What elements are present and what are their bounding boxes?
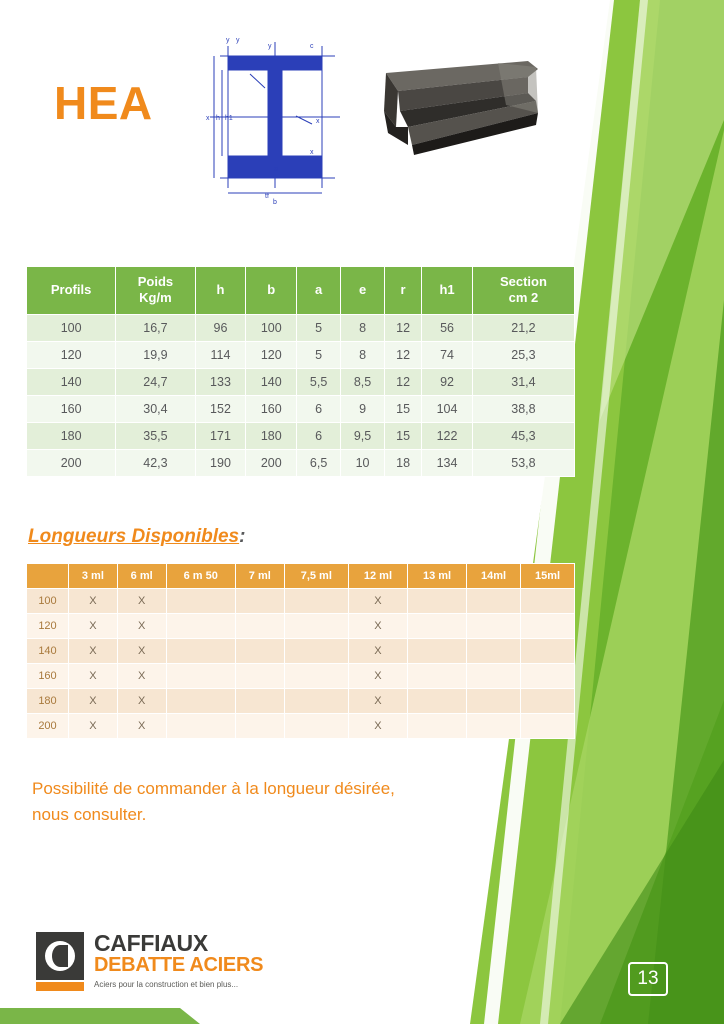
cell-a: 5 [297,314,341,341]
logo-name-line1: CAFFIAUX [94,930,208,956]
col-b-l1: b [267,282,276,298]
len-cell [235,589,284,614]
beam-photo [378,55,543,167]
order-note-line2: nous consulter. [32,805,147,825]
profile-cross-section-diagram [190,28,360,208]
len-cell-profil: 100 [27,589,69,614]
col-profils-l1: Profils [50,282,92,298]
len-cell: X [69,714,118,739]
len-cell [284,664,348,689]
len-cell [521,714,575,739]
cell-b: 160 [246,395,297,422]
cell-e: 8,5 [341,368,385,395]
len-col-3ml: 3 ml [69,564,118,589]
len-cell [521,639,575,664]
len-col-15ml: 15ml [521,564,575,589]
len-cell-profil: 180 [27,689,69,714]
len-cell: X [348,614,407,639]
svg-text:y: y [268,43,272,50]
cell-poids: 24,7 [116,368,195,395]
cell-poids: 16,7 [116,314,195,341]
len-cell [166,614,235,639]
len-cell: X [117,689,166,714]
svg-text:y: y [236,37,240,44]
len-cell: X [69,639,118,664]
len-cell [407,714,466,739]
len-cell-profil: 140 [27,639,69,664]
cell-profil: 120 [27,341,116,368]
cell-profil: 160 [27,395,116,422]
col-r-l1: r [400,282,406,298]
len-cell [467,589,521,614]
lengths-header-row [27,564,575,589]
len-cell: X [348,664,407,689]
cell-section: 21,2 [472,314,574,341]
cell-a: 6,5 [297,449,341,476]
logo-tagline: Aciers pour la construction et bien plus... [94,980,239,989]
len-cell [407,664,466,689]
cell-poids: 30,4 [116,395,195,422]
len-cell [235,714,284,739]
svg-text:h: h [216,115,220,122]
cell-section: 25,3 [472,341,574,368]
cell-b: 120 [246,341,297,368]
cell-e: 9 [341,395,385,422]
len-cell [284,714,348,739]
len-col-14ml: 14ml [467,564,521,589]
cell-h: 114 [195,341,246,368]
cell-b: 180 [246,422,297,449]
lengths-row [27,614,575,639]
len-cell [407,589,466,614]
cell-e: 8 [341,341,385,368]
col-poids-l2: Kg/m [139,290,172,306]
cell-r: 12 [385,314,422,341]
len-cell: X [117,614,166,639]
col-e [341,267,385,315]
len-cell [467,714,521,739]
len-col-blank [27,564,69,589]
len-cell [521,664,575,689]
col-section [472,267,574,315]
len-cell: X [117,589,166,614]
logo-name-line2: DEBATTE ACIERS [94,954,264,976]
col-section-l2: cm 2 [508,290,539,306]
lengths-heading-text: Longueurs Disponibles [28,526,240,547]
len-cell: X [348,639,407,664]
cell-b: 140 [246,368,297,395]
len-cell: X [117,664,166,689]
len-cell-profil: 160 [27,664,69,689]
cell-h1: 92 [422,368,473,395]
svg-text:x: x [206,115,210,122]
cell-profil: 180 [27,422,116,449]
len-col-7ml: 7 ml [235,564,284,589]
cell-profil: 100 [27,314,116,341]
svg-text:a: a [274,166,278,173]
lengths-row [27,589,575,614]
cell-h: 171 [195,422,246,449]
cell-a: 6 [297,422,341,449]
len-col-13ml: 13 ml [407,564,466,589]
cell-h1: 56 [422,314,473,341]
table-row [27,341,575,368]
cell-section: 53,8 [472,449,574,476]
cell-b: 100 [246,314,297,341]
len-cell [407,689,466,714]
len-cell: X [348,689,407,714]
svg-text:b: b [273,199,277,206]
lengths-row [27,664,575,689]
cell-r: 12 [385,368,422,395]
len-cell: X [348,714,407,739]
cell-section: 31,4 [472,368,574,395]
len-col-12ml: 12 ml [348,564,407,589]
len-col-75ml: 7,5 ml [284,564,348,589]
table-header-row [27,267,575,315]
col-h [195,267,246,315]
lengths-heading-colon: : [239,526,246,547]
len-cell [166,714,235,739]
cell-h1: 74 [422,341,473,368]
page-number-badge: 13 [628,962,668,996]
lengths-row [27,714,575,739]
cell-section: 38,8 [472,395,574,422]
col-a [297,267,341,315]
len-cell [467,614,521,639]
len-cell: X [348,589,407,614]
len-cell [521,589,575,614]
len-cell [467,664,521,689]
len-cell [235,639,284,664]
table-row [27,314,575,341]
lengths-row [27,689,575,714]
len-cell [284,614,348,639]
lengths-row [27,639,575,664]
cell-poids: 19,9 [116,341,195,368]
cell-h: 133 [195,368,246,395]
len-cell [467,689,521,714]
cell-h: 152 [195,395,246,422]
logo-disc-icon [45,941,75,971]
cell-h1: 104 [422,395,473,422]
len-cell [407,639,466,664]
col-b [246,267,297,315]
cell-r: 15 [385,395,422,422]
available-lengths-table [26,563,575,739]
cell-section: 45,3 [472,422,574,449]
cell-a: 5 [297,341,341,368]
svg-text:y: y [226,37,230,44]
len-cell [284,689,348,714]
len-cell: X [117,639,166,664]
cell-r: 15 [385,422,422,449]
page-title: HEA [54,77,153,129]
cell-profil: 140 [27,368,116,395]
len-cell: X [117,714,166,739]
cell-r: 12 [385,341,422,368]
logo-orange-bar [36,982,84,991]
col-profils [27,267,116,315]
cell-a: 5,5 [297,368,341,395]
len-cell-profil: 200 [27,714,69,739]
len-cell [407,614,466,639]
cell-h: 190 [195,449,246,476]
lengths-section-heading [28,526,245,548]
col-poids-l1: Poids [137,274,174,289]
len-cell [235,614,284,639]
profiles-table [26,266,575,477]
cell-e: 9,5 [341,422,385,449]
svg-text:x: x [316,118,320,125]
len-cell [284,589,348,614]
cell-e: 10 [341,449,385,476]
col-h1 [422,267,473,315]
len-col-6ml: 6 ml [117,564,166,589]
order-note [32,776,552,829]
len-cell [166,639,235,664]
cell-a: 6 [297,395,341,422]
logo-mark-icon [36,932,84,980]
company-logo [36,930,286,1002]
col-section-l1: Section [499,274,547,289]
len-cell [166,689,235,714]
len-cell: X [69,689,118,714]
len-cell: X [69,614,118,639]
col-poids [116,267,195,315]
len-cell [467,639,521,664]
cell-b: 200 [246,449,297,476]
len-cell [284,639,348,664]
len-col-6m50: 6 m 50 [166,564,235,589]
table-row [27,368,575,395]
svg-text:c: c [310,43,314,50]
cell-profil: 200 [27,449,116,476]
cell-h: 96 [195,314,246,341]
order-note-line1: Possibilité de commander à la longueur désirée, [32,779,395,798]
len-cell [521,689,575,714]
len-cell [521,614,575,639]
svg-text:x: x [310,149,314,156]
cell-r: 18 [385,449,422,476]
col-e-l1: e [358,282,367,298]
svg-text:h1: h1 [225,115,233,122]
len-cell [235,689,284,714]
table-row [27,449,575,476]
len-cell [166,664,235,689]
len-cell: X [69,664,118,689]
len-cell [166,589,235,614]
col-a-l1: a [314,282,323,298]
table-row [27,395,575,422]
cell-e: 8 [341,314,385,341]
col-h1-l1: h1 [439,282,455,298]
cell-h1: 122 [422,422,473,449]
table-row [27,422,575,449]
len-cell-profil: 120 [27,614,69,639]
len-cell [235,664,284,689]
svg-text:tf: tf [265,193,269,200]
cell-h1: 134 [422,449,473,476]
len-cell: X [69,589,118,614]
col-h-l1: h [216,282,225,298]
col-r [385,267,422,315]
cell-poids: 42,3 [116,449,195,476]
cell-poids: 35,5 [116,422,195,449]
